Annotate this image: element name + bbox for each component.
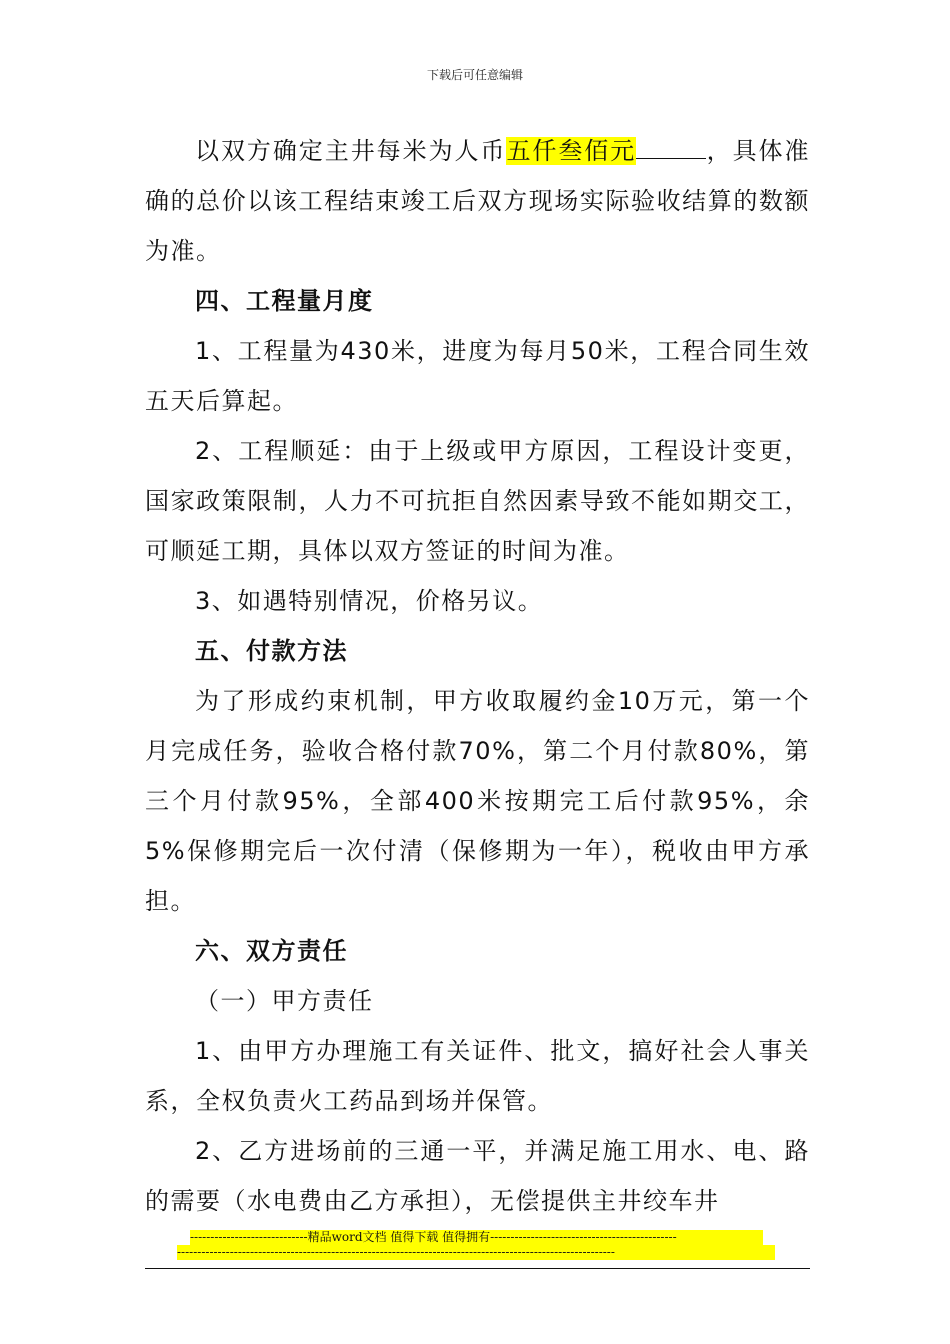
paragraph-permits: 1、由甲方办理施工有关证件、批文，搞好社会人事关系，全权负责火工药品到场并保管。: [145, 1037, 810, 1115]
footer-rule: [145, 1268, 810, 1269]
paragraph-unit-price: [145, 126, 810, 276]
page-footer: [145, 1230, 810, 1269]
text-segment: 以双方确定主井每米为人币: [195, 137, 507, 165]
document-body: [145, 126, 810, 1226]
paragraph-site-prep: 2、乙方进场前的三通一平，并满足施工用水、电、路的需要（水电费由乙方承担），无偿提供主井绞车井: [145, 1137, 810, 1215]
section-heading-5: 五、付款方法: [195, 637, 348, 665]
section-heading-6: 六、双方责任: [195, 937, 348, 965]
paragraph-special: 3、如遇特别情况，价格另议。: [195, 587, 544, 615]
paragraph-payment: 为了形成约束机制，甲方收取履约金10万元，第一个月完成任务，验收合格付款70%，第二个月付款80%，第三个月付款95%，全部400米按期完工后付款95%，余5%保修期完后一次付清（保修期为一年），税收由甲方承担。: [145, 687, 810, 915]
footer-dash-line: ------------------------------------------------------------------------------------------------------------: [177, 1245, 775, 1260]
paragraph-extension: 2、工程顺延：由于上级或甲方原因，工程设计变更，国家政策限制，人力不可抗拒自然因素导致不能如期交工，可顺延工期，具体以双方签证的时间为准。: [145, 437, 810, 565]
page-header: 下载后可任意编辑: [426, 68, 523, 82]
blank-underline: [636, 136, 706, 159]
paragraph-party-a: （一）甲方责任: [195, 987, 374, 1015]
section-heading-4: 四、工程量月度: [195, 287, 374, 315]
paragraph-quantity: 1、工程量为430米，进度为每月50米，工程合同生效五天后算起。: [145, 337, 810, 415]
footer-banner: -----------------------------精品word文档 值得下载 值得拥有----------------------------------------------: [190, 1230, 763, 1245]
highlighted-price: 五仟叁佰元: [506, 137, 637, 165]
text-segment: ，具体准确的总价以该工程结束竣工后双方现场实际验收结算的数额为准。: [145, 137, 811, 265]
